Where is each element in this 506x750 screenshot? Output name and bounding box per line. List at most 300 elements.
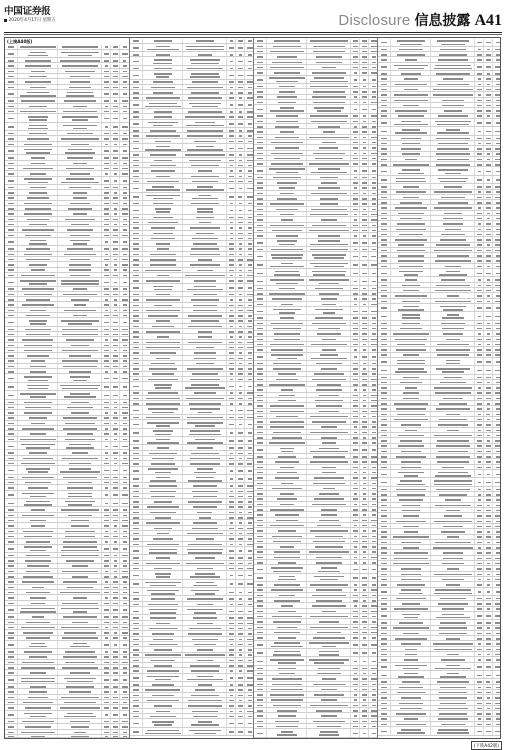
illegible-text — [30, 396, 46, 398]
table-cell — [142, 345, 182, 349]
table-cell — [244, 158, 253, 162]
table-cell — [57, 69, 101, 73]
table-cell — [142, 109, 182, 113]
illegible-text — [105, 46, 109, 48]
illegible-text — [30, 520, 46, 522]
illegible-text — [8, 163, 15, 165]
illegible-text — [238, 563, 243, 565]
table-cell — [235, 335, 244, 339]
illegible-text — [61, 608, 100, 610]
table-cell — [142, 340, 182, 344]
table-cell — [130, 356, 142, 360]
illegible-text — [105, 254, 108, 256]
illegible-text — [70, 275, 91, 277]
table-cell — [17, 343, 57, 347]
table-row — [5, 238, 129, 246]
illegible-text — [63, 428, 97, 430]
illegible-text — [27, 138, 49, 140]
table-row — [5, 318, 129, 326]
illegible-text — [22, 515, 53, 517]
table-cell — [110, 655, 119, 659]
table-cell — [244, 206, 253, 213]
illegible-text — [104, 180, 110, 182]
table-cell — [119, 238, 129, 245]
illegible-text — [71, 412, 89, 414]
table-cell — [244, 220, 253, 224]
table-cell — [226, 109, 235, 113]
table-cell — [5, 318, 17, 325]
table-cell — [119, 171, 129, 175]
illegible-text — [248, 331, 252, 333]
illegible-text — [8, 378, 15, 380]
table-cell — [130, 128, 142, 132]
illegible-text — [104, 525, 110, 527]
table-cell — [235, 241, 244, 245]
table-cell — [244, 134, 253, 138]
illegible-text — [104, 334, 109, 336]
illegible-text — [113, 339, 118, 341]
illegible-text — [123, 428, 127, 430]
illegible-text — [62, 571, 98, 573]
table-cell — [130, 284, 142, 291]
table-cell — [110, 614, 119, 618]
illegible-text — [191, 384, 219, 386]
table-cell — [57, 480, 101, 484]
table-cell — [17, 69, 57, 73]
illegible-text — [156, 76, 169, 78]
table-cell — [5, 491, 17, 498]
illegible-text — [230, 238, 234, 240]
table-cell — [142, 329, 182, 333]
table-cell — [235, 542, 244, 546]
illegible-text — [8, 627, 15, 629]
illegible-text — [239, 363, 243, 365]
table-cell — [17, 614, 57, 618]
table-cell — [101, 665, 110, 669]
illegible-text — [247, 111, 253, 113]
table-cell — [226, 483, 235, 487]
table-cell — [226, 396, 235, 400]
illegible-text — [104, 203, 109, 205]
illegible-text — [133, 305, 140, 307]
table-cell — [119, 109, 129, 113]
illegible-text — [26, 555, 49, 557]
table-cell — [226, 329, 235, 333]
table-cell — [235, 273, 244, 277]
table-cell — [101, 590, 110, 594]
table-cell — [101, 252, 110, 256]
illegible-text — [122, 157, 128, 159]
table-cell — [5, 50, 17, 57]
table-cell — [226, 401, 235, 405]
table-cell — [57, 85, 101, 89]
illegible-text — [8, 229, 15, 231]
table-cell — [182, 109, 226, 113]
illegible-text — [113, 592, 118, 594]
illegible-text — [113, 329, 118, 331]
illegible-text — [8, 334, 15, 336]
illegible-text — [28, 471, 47, 473]
table-cell — [5, 485, 17, 489]
table-cell — [226, 467, 235, 474]
illegible-text — [123, 310, 128, 312]
illegible-text — [64, 716, 97, 718]
table-cell — [226, 139, 235, 143]
illegible-text — [248, 248, 253, 250]
illegible-text — [113, 93, 119, 95]
table-cell — [110, 79, 119, 83]
illegible-text — [133, 75, 140, 77]
table-cell — [110, 405, 119, 409]
illegible-text — [187, 68, 224, 70]
illegible-text — [123, 106, 128, 108]
table-cell — [226, 361, 235, 365]
illegible-text — [22, 477, 54, 479]
illegible-text — [123, 603, 127, 605]
illegible-text — [239, 270, 242, 272]
table-cell — [182, 580, 226, 587]
table-cell — [235, 547, 244, 554]
illegible-text — [113, 697, 117, 699]
table-cell — [17, 185, 57, 189]
table-cell — [101, 641, 110, 648]
table-cell — [110, 318, 119, 325]
table-cell — [57, 724, 101, 728]
illegible-text — [194, 392, 215, 394]
table-cell — [101, 64, 110, 68]
table-cell — [57, 359, 101, 363]
illegible-text — [30, 433, 46, 435]
illegible-text — [248, 243, 252, 245]
table-cell — [101, 735, 110, 737]
table-cell — [119, 534, 129, 538]
table-cell — [17, 353, 57, 357]
table-cell — [119, 233, 129, 237]
table-cell — [226, 115, 235, 119]
illegible-text — [67, 229, 93, 231]
illegible-text — [229, 47, 234, 49]
table-cell — [101, 475, 110, 479]
illegible-text — [113, 509, 118, 511]
table-cell — [142, 139, 182, 143]
illegible-text — [191, 203, 219, 205]
illegible-text — [104, 536, 109, 538]
illegible-text — [105, 299, 108, 301]
table-cell — [5, 246, 17, 250]
table-cell — [5, 45, 17, 49]
table-cell — [101, 534, 110, 538]
illegible-text — [238, 528, 242, 530]
table-cell — [57, 442, 101, 449]
table-cell — [101, 227, 110, 231]
table-cell — [130, 401, 142, 405]
table-cell — [226, 324, 235, 328]
section-title-cn: 信息披露 — [414, 10, 470, 30]
illegible-text — [70, 393, 89, 395]
table-column-group — [129, 38, 253, 738]
table-cell — [119, 676, 129, 683]
table-cell — [226, 313, 235, 317]
table-cell — [142, 206, 182, 213]
illegible-text — [190, 264, 221, 266]
illegible-text — [238, 447, 243, 449]
illegible-text — [248, 92, 252, 94]
table-cell — [182, 340, 226, 344]
table-cell — [142, 521, 182, 525]
table-cell — [17, 238, 57, 245]
illegible-text — [195, 425, 215, 427]
illegible-text — [230, 485, 233, 487]
table-cell — [130, 241, 142, 245]
illegible-text — [64, 632, 95, 634]
illegible-text — [26, 248, 49, 250]
table-cell — [235, 382, 244, 389]
illegible-text — [238, 123, 242, 125]
illegible-text — [67, 587, 93, 589]
illegible-text — [122, 463, 128, 465]
illegible-text — [133, 87, 140, 89]
table-cell — [244, 201, 253, 205]
table-cell — [182, 247, 226, 251]
illegible-text — [248, 315, 252, 317]
table-row — [5, 466, 129, 474]
table-cell — [235, 345, 244, 349]
table-cell — [142, 179, 182, 183]
table-cell — [17, 655, 57, 659]
table-cell — [17, 437, 57, 441]
illegible-text — [248, 440, 252, 442]
illegible-text — [69, 87, 91, 89]
table-cell — [119, 711, 129, 718]
illegible-text — [113, 229, 118, 231]
table-cell — [110, 131, 119, 135]
table-cell — [101, 461, 110, 465]
illegible-text — [104, 100, 109, 102]
illegible-text — [238, 575, 243, 577]
table-cell — [101, 466, 110, 473]
table-cell — [110, 480, 119, 484]
table-cell — [226, 184, 235, 191]
illegible-text — [114, 433, 118, 435]
illegible-text — [229, 528, 235, 530]
table-cell — [101, 353, 110, 357]
table-cell — [226, 377, 235, 381]
illegible-text — [113, 235, 118, 237]
table-cell — [130, 505, 142, 509]
table-cell — [235, 396, 244, 400]
illegible-text — [8, 310, 15, 312]
table-cell — [244, 407, 253, 414]
table-cell — [119, 142, 129, 146]
table-cell — [235, 510, 244, 514]
table-cell — [226, 494, 235, 498]
table-cell — [110, 136, 119, 140]
illegible-text — [71, 525, 89, 527]
table-cell — [17, 391, 57, 398]
illegible-text — [230, 379, 233, 381]
illegible-text — [248, 432, 251, 434]
table-row — [130, 429, 253, 437]
table-cell — [5, 238, 17, 245]
illegible-text — [238, 342, 242, 344]
table-cell — [57, 114, 101, 121]
table-cell — [5, 166, 17, 170]
table-cell — [57, 432, 101, 436]
illegible-text — [24, 536, 52, 538]
table-cell — [130, 494, 142, 498]
illegible-text — [8, 360, 15, 362]
table-row — [130, 44, 253, 52]
illegible-text — [113, 322, 118, 324]
table-cell — [101, 400, 110, 404]
table-cell — [5, 337, 17, 341]
table-cell — [244, 39, 253, 43]
table-cell — [57, 585, 101, 589]
table-cell — [182, 201, 226, 205]
illegible-text — [145, 149, 180, 151]
table-cell — [244, 247, 253, 251]
table-cell — [244, 139, 253, 143]
table-cell — [244, 437, 253, 444]
illegible-text — [26, 334, 49, 336]
table-cell — [235, 101, 244, 108]
illegible-text — [133, 373, 140, 375]
illegible-text — [133, 154, 140, 156]
disclosure-table — [4, 37, 501, 739]
table-cell — [142, 134, 182, 138]
table-cell — [130, 303, 142, 307]
illegible-text — [104, 315, 108, 317]
illegible-text — [105, 428, 109, 430]
table-cell — [244, 571, 253, 578]
illegible-text — [248, 181, 252, 183]
table-cell — [244, 372, 253, 376]
table-cell — [110, 201, 119, 205]
illegible-text — [23, 702, 53, 704]
table-cell — [101, 649, 110, 653]
illegible-text — [198, 412, 212, 414]
illegible-text — [105, 581, 109, 583]
illegible-text — [150, 165, 176, 167]
table-cell — [5, 590, 17, 594]
illegible-text — [74, 732, 86, 734]
illegible-text — [113, 87, 118, 89]
table-cell — [17, 705, 57, 709]
illegible-text — [248, 270, 252, 272]
illegible-text — [123, 714, 128, 716]
illegible-text — [69, 468, 92, 470]
table-cell — [5, 227, 17, 231]
table-cell — [5, 614, 17, 618]
illegible-text — [145, 582, 181, 584]
illegible-text — [146, 398, 180, 400]
illegible-text — [133, 528, 140, 530]
illegible-text — [123, 651, 127, 653]
illegible-text — [105, 487, 108, 489]
table-cell — [130, 437, 142, 444]
table-cell — [17, 212, 57, 216]
table-cell — [57, 391, 101, 398]
table-cell — [119, 337, 129, 341]
illegible-text — [105, 736, 109, 738]
table-cell — [17, 684, 57, 688]
illegible-text — [248, 299, 252, 301]
illegible-text — [146, 310, 180, 312]
table-cell — [182, 308, 226, 312]
illegible-text — [104, 407, 109, 409]
table-cell — [119, 69, 129, 73]
table-cell — [110, 257, 119, 261]
table-cell — [101, 684, 110, 688]
illegible-text — [193, 496, 217, 498]
table-cell — [101, 620, 110, 624]
illegible-text — [113, 651, 118, 653]
illegible-text — [133, 410, 140, 412]
table-cell — [130, 361, 142, 365]
table-cell — [182, 71, 226, 78]
illegible-text — [238, 331, 243, 333]
illegible-text — [24, 294, 52, 296]
illegible-text — [247, 81, 253, 83]
illegible-text — [189, 103, 222, 105]
table-cell — [226, 39, 235, 43]
table-cell — [57, 343, 101, 347]
table-cell — [101, 364, 110, 368]
illegible-text — [104, 133, 110, 135]
illegible-text — [73, 243, 86, 245]
illegible-text — [239, 130, 243, 132]
table-cell — [244, 52, 253, 56]
table-cell — [130, 297, 142, 301]
illegible-text — [248, 522, 251, 524]
table-cell — [5, 705, 17, 709]
table-cell — [5, 711, 17, 718]
table-cell — [119, 196, 129, 200]
illegible-text — [25, 560, 51, 562]
illegible-text — [123, 656, 127, 658]
table-cell — [244, 445, 253, 449]
table-cell — [119, 161, 129, 165]
illegible-text — [114, 439, 117, 441]
illegible-text — [150, 480, 176, 482]
illegible-text — [105, 439, 108, 441]
illegible-text — [71, 402, 89, 404]
table-cell — [110, 523, 119, 527]
table-cell — [235, 158, 244, 162]
table-cell — [226, 174, 235, 178]
table-cell — [235, 377, 244, 381]
table-cell — [17, 383, 57, 390]
illegible-text — [248, 305, 252, 307]
table-cell — [17, 348, 57, 352]
illegible-text — [8, 407, 15, 409]
illegible-text — [71, 299, 90, 301]
illegible-text — [66, 95, 93, 97]
illegible-text — [23, 632, 53, 634]
illegible-text — [133, 270, 140, 272]
illegible-text — [8, 463, 15, 465]
illegible-text — [133, 417, 140, 419]
illegible-text — [30, 496, 47, 498]
table-cell — [17, 50, 57, 57]
table-cell — [110, 590, 119, 594]
illegible-text — [113, 288, 119, 290]
illegible-text — [150, 130, 177, 132]
illegible-text — [239, 243, 243, 245]
table-cell — [101, 529, 110, 533]
illegible-text — [230, 491, 234, 493]
illegible-text — [238, 315, 244, 317]
